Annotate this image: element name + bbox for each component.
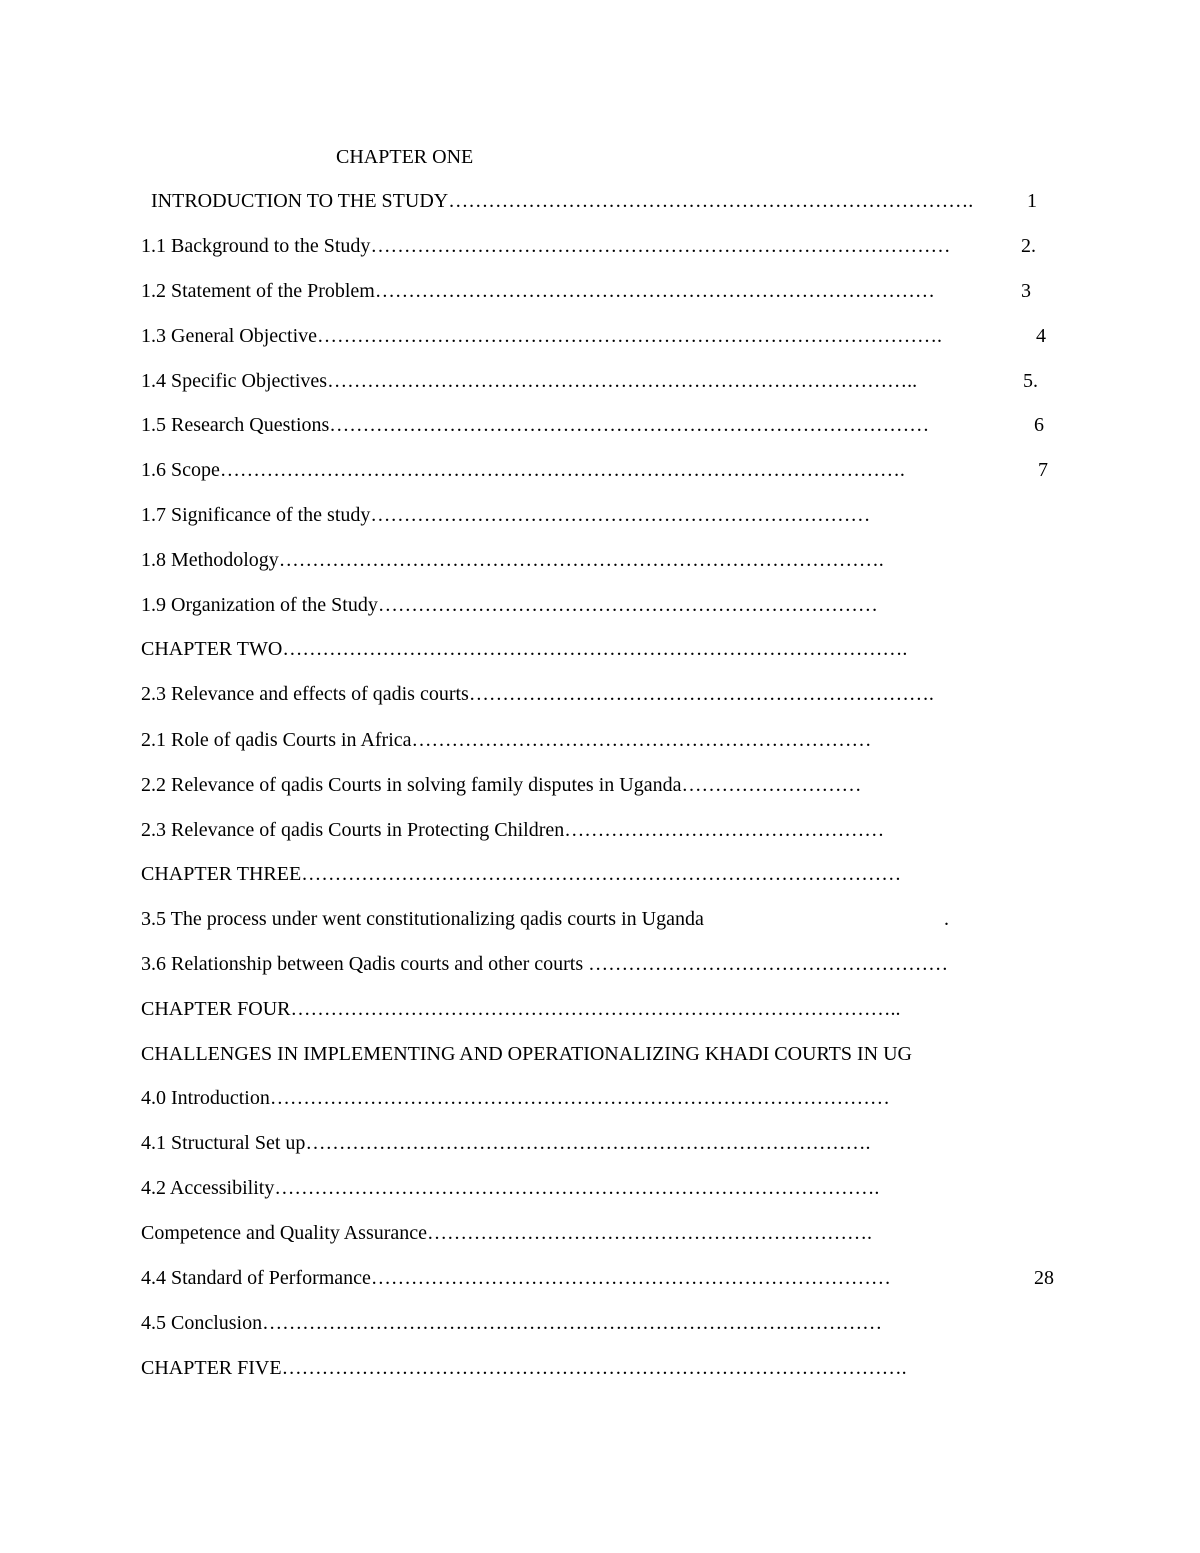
toc-entry-label: CHAPTER TWO [141,638,283,660]
toc-entry-label: 1.3 General Objective [141,325,318,347]
toc-entry-label: 3.5 The process under went constitutionalizing qadis courts in Uganda [141,908,704,930]
toc-entry-4-5[interactable] [141,1311,911,1335]
toc-leader: ………………………………………………………………………………… [262,1312,883,1334]
toc-leader: ………………………………………………………………………………. [278,549,884,571]
toc-leader: ………………………………………………………………… [370,504,871,526]
toc-entry-chapter-five[interactable] [141,1356,929,1380]
toc-entry-label: INTRODUCTION TO THE STUDY [151,190,449,212]
toc-leader: ………………………………………………………………… [377,594,878,616]
toc-leader: ………………………………………………………………………… [374,280,935,302]
toc-entry-1-6[interactable] [141,458,1038,482]
toc-leader: …………………………………………………………………… [370,1267,891,1289]
toc-entry-label: 2.2 Relevance of qadis Courts in solving family disputes in Uganda [141,774,682,796]
toc-leader: ……………………………………………………………………………… [301,863,902,885]
toc-entry-2-3a[interactable] [141,682,979,706]
toc-entry-label: 1.2 Statement of the Problem [141,280,375,302]
toc-leader: …………………………………………………………………………………. [282,638,908,660]
toc-entry-chapter-three[interactable] [141,862,933,886]
toc-leader: …………………………………………………………… [411,729,872,751]
toc-entry-label: CHAPTER FIVE [141,1357,282,1379]
toc-entry-label: 1.5 Research Questions [141,414,330,436]
toc-entry-1-9[interactable] [141,593,907,617]
toc-entry-label: 1.8 Methodology [141,549,279,571]
toc-leader: ……………………………………………………………………………….. [290,998,901,1020]
toc-entry-chapter-four-title[interactable] [141,1042,1055,1066]
toc-leader: …………………………………………………………………………. [305,1132,871,1154]
toc-leader: ……………………………………………………………. [468,683,934,705]
toc-entry-1-4[interactable] [141,369,1023,393]
toc-entry-label: 1.4 Specific Objectives [141,370,328,392]
chapter-one-heading: CHAPTER ONE [336,146,474,168]
toc-entry-1-7[interactable] [141,503,921,527]
toc-page-number: 2. [1021,235,1036,257]
toc-entry-label: CHALLENGES IN IMPLEMENTING AND OPERATIONALIZING KHADI COURTS IN UG [141,1043,912,1065]
toc-page-number: 6 [1034,414,1044,436]
toc-entry-1-3[interactable] [141,324,1036,348]
toc-entry-chapter-two[interactable] [141,637,930,661]
toc-entry-chapter-four[interactable] [141,997,933,1021]
toc-leader: ……………………… [681,774,862,796]
toc-entry-2-1[interactable] [141,728,930,752]
toc-entry-label: 2.1 Role of qadis Courts in Africa [141,729,412,751]
toc-page-number: 3 [1021,280,1031,302]
toc-entry-label: 1.9 Organization of the Study [141,594,378,616]
toc-leader: …………………………………………………………. [427,1222,873,1244]
toc-entry-1-2[interactable] [141,279,1021,303]
toc-leader: …………………………………………………………………………………………. [219,459,905,481]
toc-entry-label: 4.5 Conclusion [141,1312,263,1334]
toc-leader: ………………………………………………………………………………. [274,1177,880,1199]
toc-leader: …………………………………………………………………………………. [281,1357,907,1379]
toc-entry-label: Competence and Quality Assurance [141,1222,428,1244]
toc-entry-label: 1.1 Background to the Study [141,235,371,257]
toc-page-number: . [944,908,949,930]
toc-entry-1-5[interactable] [141,413,1034,437]
toc-entry-label: 4.0 Introduction [141,1087,270,1109]
toc-page-number: 1 [1027,190,1037,212]
toc-page-number: 28 [1034,1267,1054,1289]
toc-entry-label: 1.7 Significance of the study [141,504,371,526]
toc-entry-1-8[interactable] [141,548,909,572]
toc-entry-3-6[interactable] [141,952,1041,976]
toc-entry-competence[interactable] [141,1221,895,1245]
toc-leader: …………………………………………………………………………….. [327,370,918,392]
toc-entry-label: 2.3 Relevance and effects of qadis courts [141,683,469,705]
toc-page-number: 4 [1036,325,1046,347]
toc-entry-label: 4.4 Standard of Performance [141,1267,371,1289]
toc-entry-label: CHAPTER FOUR [141,998,291,1020]
toc-leader: ……………………………………………… [583,953,949,975]
toc-entry-label: CHAPTER THREE [141,863,302,885]
toc-entry-4-2[interactable] [141,1176,897,1200]
toc-entry-label: 4.1 Structural Set up [141,1132,306,1154]
toc-entry-label: 1.6 Scope [141,459,220,481]
toc-leader: ……………………………………………………………………. [448,190,974,212]
toc-entry-4-0[interactable] [141,1086,909,1110]
toc-entry-2-3b[interactable] [141,818,926,842]
toc-page-number: 7 [1038,459,1048,481]
toc-leader: ……………………………………………………………………………… [329,414,930,436]
toc-leader: …………………………………………………………………………… [370,235,951,257]
toc-entry-2-2[interactable] [141,773,952,797]
toc-entry-4-1[interactable] [141,1131,886,1155]
toc-entry-4-4[interactable] [141,1266,916,1290]
toc-leader: …………………………………………………………………………………. [317,325,943,347]
toc-entry-1-1[interactable] [141,234,1021,258]
toc-entry-label: 4.2 Accessibility [141,1177,275,1199]
toc-entry-3-5[interactable] [141,907,704,931]
toc-leader: ………………………………………………………………………………… [269,1087,890,1109]
toc-entry-label: 3.6 Relationship between Qadis courts and other courts [141,953,584,975]
toc-page-number: 5. [1023,370,1038,392]
toc-entry-label: 2.3 Relevance of qadis Courts in Protecting Children [141,819,565,841]
toc-leader: ………………………………………… [564,819,885,841]
toc-entry-intro[interactable] [151,189,1031,213]
